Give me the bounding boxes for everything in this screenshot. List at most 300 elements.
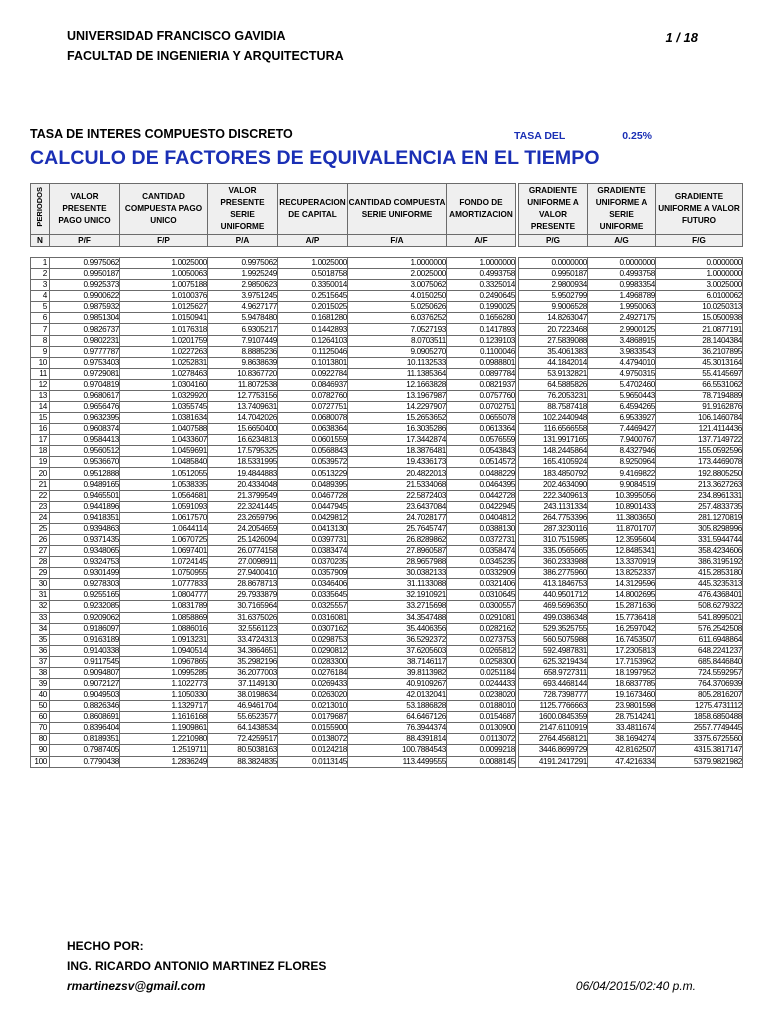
table-cell: 0.0447945 bbox=[278, 501, 348, 512]
table-cell: 1.0100376 bbox=[120, 291, 208, 302]
table-cell: 0.0000000 bbox=[588, 258, 656, 269]
table-cell: 10.0250313 bbox=[656, 302, 743, 313]
table-cell: 27.0098911 bbox=[208, 557, 278, 568]
table-cell: 40.9109267 bbox=[348, 678, 447, 689]
table-cell: 1.0201759 bbox=[120, 335, 208, 346]
table-cell: 12 bbox=[31, 379, 50, 390]
table-cell: 40 bbox=[31, 690, 50, 701]
table-row bbox=[31, 357, 743, 368]
table-row bbox=[31, 479, 743, 490]
table-cell: 611.6948864 bbox=[656, 634, 743, 645]
table-cell: 386.3195192 bbox=[656, 557, 743, 568]
table-cell: 0.0188010 bbox=[447, 701, 516, 712]
table-cell: 0.8396404 bbox=[50, 723, 120, 734]
table-cell: 1.0591093 bbox=[120, 501, 208, 512]
table-cell: 1.0564681 bbox=[120, 490, 208, 501]
table-cell: 15.6650400 bbox=[208, 424, 278, 435]
table-cell: 60 bbox=[31, 712, 50, 723]
table-cell: 1.0670725 bbox=[120, 534, 208, 545]
table-cell: 0.9301499 bbox=[50, 568, 120, 579]
table-cell: 4.9750315 bbox=[588, 368, 656, 379]
table-row bbox=[31, 678, 743, 689]
table-cell: 24 bbox=[31, 512, 50, 523]
table-row bbox=[31, 645, 743, 656]
table-cell: 0.0727751 bbox=[278, 402, 348, 413]
table-cell: 724.5592957 bbox=[656, 667, 743, 678]
table-cell: 173.4469078 bbox=[656, 457, 743, 468]
table-cell: 0.1656280 bbox=[447, 313, 516, 324]
table-row bbox=[31, 667, 743, 678]
table-cell: 0.1100046 bbox=[447, 346, 516, 357]
table-cell: 445.3235313 bbox=[656, 579, 743, 590]
table-cell: 0.0514572 bbox=[447, 457, 516, 468]
table-cell: 1.1050330 bbox=[120, 690, 208, 701]
table-cell: 10.1132533 bbox=[348, 357, 447, 368]
table-cell: 20.4334048 bbox=[208, 479, 278, 490]
table-cell: 0.1264103 bbox=[278, 335, 348, 346]
notation-ap: A/P bbox=[278, 235, 348, 247]
table-cell: 11.8072538 bbox=[208, 379, 278, 390]
table-cell: 15.0500938 bbox=[656, 313, 743, 324]
table-cell: 413.1846753 bbox=[519, 579, 588, 590]
table-cell: 31.1133088 bbox=[348, 579, 447, 590]
table-cell: 19 bbox=[31, 457, 50, 468]
table-cell: 0.0138072 bbox=[278, 734, 348, 745]
table-cell: 508.6279322 bbox=[656, 601, 743, 612]
table-cell: 0.7987405 bbox=[50, 745, 120, 756]
table-cell: 0.9072127 bbox=[50, 678, 120, 689]
table-cell: 137.7149722 bbox=[656, 435, 743, 446]
table-row bbox=[31, 490, 743, 501]
table-cell: 0.0655078 bbox=[447, 413, 516, 424]
table-row bbox=[31, 701, 743, 712]
table-cell: 529.3525755 bbox=[519, 623, 588, 634]
table-cell: 13 bbox=[31, 390, 50, 401]
table-cell: 0.9777787 bbox=[50, 346, 120, 357]
table-cell: 15 bbox=[31, 413, 50, 424]
page-number: 1 / 18 bbox=[665, 30, 698, 45]
table-cell: 0.0346406 bbox=[278, 579, 348, 590]
table-cell: 32 bbox=[31, 601, 50, 612]
table-cell: 0.9608374 bbox=[50, 424, 120, 435]
table-row bbox=[31, 457, 743, 468]
table-cell: 36.2077003 bbox=[208, 667, 278, 678]
table-cell: 38.7146117 bbox=[348, 656, 447, 667]
table-cell: 36 bbox=[31, 645, 50, 656]
table-cell: 11.1385364 bbox=[348, 368, 447, 379]
rate-value: 0.25% bbox=[622, 130, 652, 142]
table-row bbox=[31, 269, 743, 280]
table-cell: 0.9094807 bbox=[50, 667, 120, 678]
table-cell: 12.7753156 bbox=[208, 390, 278, 401]
table-cell: 17.5795325 bbox=[208, 446, 278, 457]
table-cell: 55.6523577 bbox=[208, 712, 278, 723]
table-cell: 1.0125627 bbox=[120, 302, 208, 313]
table-cell: 0.0782760 bbox=[278, 390, 348, 401]
table-cell: 2.9900125 bbox=[588, 324, 656, 335]
table-cell: 15.2871636 bbox=[588, 601, 656, 612]
table-cell: 21.0877191 bbox=[656, 324, 743, 335]
table-cell: 1.0025000 bbox=[278, 258, 348, 269]
table-cell: 1.0000000 bbox=[656, 269, 743, 280]
table-cell: 0.0291081 bbox=[447, 612, 516, 623]
header-fa: CANTIDAD COMPUESTA SERIE UNIFORME bbox=[348, 184, 447, 235]
table-cell: 1.0724145 bbox=[120, 557, 208, 568]
table-cell: 1.1329717 bbox=[120, 701, 208, 712]
table-cell: 106.1460784 bbox=[656, 413, 743, 424]
table-cell: 0.9117545 bbox=[50, 656, 120, 667]
table-cell: 0.8189351 bbox=[50, 734, 120, 745]
table-cell: 1.0995285 bbox=[120, 667, 208, 678]
table-row bbox=[31, 690, 743, 701]
table-cell: 88.7587418 bbox=[519, 402, 588, 413]
table-cell: 80.5038163 bbox=[208, 745, 278, 756]
table-cell: 764.3706939 bbox=[656, 678, 743, 689]
table-cell: 499.0386348 bbox=[519, 612, 588, 623]
table-cell: 1.0858869 bbox=[120, 612, 208, 623]
table-cell: 0.1125046 bbox=[278, 346, 348, 357]
table-cell: 0.0273753 bbox=[447, 634, 516, 645]
table-cell: 592.4987831 bbox=[519, 645, 588, 656]
table-cell: 26 bbox=[31, 534, 50, 545]
table-cell: 4315.3817147 bbox=[656, 745, 743, 756]
table-cell: 30 bbox=[31, 579, 50, 590]
table-cell: 2764.4568121 bbox=[519, 734, 588, 745]
table-cell: 1.0050063 bbox=[120, 269, 208, 280]
table-cell: 305.8298996 bbox=[656, 523, 743, 534]
table-cell: 0.2015025 bbox=[278, 302, 348, 313]
table-cell: 3.4868915 bbox=[588, 335, 656, 346]
table-cell: 0.0601559 bbox=[278, 435, 348, 446]
table-cell: 18 bbox=[31, 446, 50, 457]
table-cell: 44.1842014 bbox=[519, 357, 588, 368]
table-cell: 3.9833543 bbox=[588, 346, 656, 357]
table-cell: 0.0543843 bbox=[447, 446, 516, 457]
table-cell: 0.9324753 bbox=[50, 557, 120, 568]
table-cell: 35.2982196 bbox=[208, 656, 278, 667]
table-cell: 3 bbox=[31, 280, 50, 291]
table-cell: 4.4794010 bbox=[588, 357, 656, 368]
table-cell: 47.4216334 bbox=[588, 756, 656, 767]
table-cell: 1.0538335 bbox=[120, 479, 208, 490]
table-cell: 1.0512055 bbox=[120, 468, 208, 479]
table-cell: 1.0176318 bbox=[120, 324, 208, 335]
table-cell: 42.0132041 bbox=[348, 690, 447, 701]
table-cell: 32.5561123 bbox=[208, 623, 278, 634]
table-cell: 0.0345235 bbox=[447, 557, 516, 568]
table-cell: 28.1404384 bbox=[656, 335, 743, 346]
table-cell: 658.9727311 bbox=[519, 667, 588, 678]
table-row bbox=[31, 435, 743, 446]
table-row bbox=[31, 656, 743, 667]
table-cell: 10.8901433 bbox=[588, 501, 656, 512]
header-fp: CANTIDAD COMPUESTA PAGO UNICO bbox=[120, 184, 208, 235]
table-cell: 0.0000000 bbox=[656, 258, 743, 269]
table-cell: 213.3627263 bbox=[656, 479, 743, 490]
university-name: UNIVERSIDAD FRANCISCO GAVIDIA bbox=[67, 29, 286, 43]
table-cell: 14.2297907 bbox=[348, 402, 447, 413]
table-row bbox=[31, 734, 743, 745]
table-cell: 0.0244433 bbox=[447, 678, 516, 689]
table-cell: 0.0283300 bbox=[278, 656, 348, 667]
table-row bbox=[31, 324, 743, 335]
document-date: 06/04/2015/02:40 p.m. bbox=[575, 979, 696, 993]
table-row bbox=[31, 590, 743, 601]
table-cell: 0.0897784 bbox=[447, 368, 516, 379]
table-cell: 0.9255165 bbox=[50, 590, 120, 601]
table-cell: 5.9478480 bbox=[208, 313, 278, 324]
table-cell: 26.0774158 bbox=[208, 546, 278, 557]
table-cell: 0.0358474 bbox=[447, 546, 516, 557]
header-ap: RECUPERACION DE CAPITAL bbox=[278, 184, 348, 235]
table-cell: 0.0113145 bbox=[278, 756, 348, 767]
table-cell: 16.3035286 bbox=[348, 424, 447, 435]
notation-n: N bbox=[31, 235, 50, 247]
table-cell: 38 bbox=[31, 667, 50, 678]
table-cell: 37 bbox=[31, 656, 50, 667]
table-cell: 0.9656476 bbox=[50, 402, 120, 413]
table-cell: 23 bbox=[31, 501, 50, 512]
table-cell: 257.4833735 bbox=[656, 501, 743, 512]
table-cell: 1.0913231 bbox=[120, 634, 208, 645]
table-cell: 27.5839088 bbox=[519, 335, 588, 346]
table-cell: 12.8485341 bbox=[588, 546, 656, 557]
table-cell: 0.0489395 bbox=[278, 479, 348, 490]
table-cell: 0.0370235 bbox=[278, 557, 348, 568]
table-cell: 1.0025000 bbox=[120, 258, 208, 269]
table-cell: 45.3013164 bbox=[656, 357, 743, 368]
table-cell: 1275.4731112 bbox=[656, 701, 743, 712]
table-cell: 3446.8699729 bbox=[519, 745, 588, 756]
table-row bbox=[31, 512, 743, 523]
table-cell: 0.0702751 bbox=[447, 402, 516, 413]
table-row bbox=[31, 501, 743, 512]
table-cell: 19.1673460 bbox=[588, 690, 656, 701]
header-af: FONDO DE AMORTIZACION bbox=[447, 184, 516, 235]
table-cell: 28.8678713 bbox=[208, 579, 278, 590]
table-cell: 335.0565665 bbox=[519, 546, 588, 557]
table-cell: 0.1239103 bbox=[447, 335, 516, 346]
table-cell: 30.7165964 bbox=[208, 601, 278, 612]
table-row bbox=[31, 313, 743, 324]
table-cell: 0.9278303 bbox=[50, 579, 120, 590]
notation-pa: P/A bbox=[208, 235, 278, 247]
table-cell: 1.0697401 bbox=[120, 546, 208, 557]
table-cell: 1.4968789 bbox=[588, 291, 656, 302]
table-cell: 0.0513229 bbox=[278, 468, 348, 479]
table-cell: 0.0680078 bbox=[278, 413, 348, 424]
table-cell: 0.0316081 bbox=[278, 612, 348, 623]
table-cell: 541.8995021 bbox=[656, 612, 743, 623]
table-cell: 5.4702460 bbox=[588, 379, 656, 390]
table-cell: 0.0388130 bbox=[447, 523, 516, 534]
table-cell: 0.1681280 bbox=[278, 313, 348, 324]
table-cell: 243.1131334 bbox=[519, 501, 588, 512]
table-cell: 39.8113982 bbox=[348, 667, 447, 678]
table-cell: 155.0592596 bbox=[656, 446, 743, 457]
made-by-label: HECHO POR: bbox=[67, 939, 144, 953]
header-periodos: PERIODOS bbox=[31, 184, 50, 235]
table-cell: 76.3944374 bbox=[348, 723, 447, 734]
notation-pf: P/F bbox=[50, 235, 120, 247]
table-cell: 0.0113072 bbox=[447, 734, 516, 745]
table-cell: 0.9983354 bbox=[588, 280, 656, 291]
table-row bbox=[31, 612, 743, 623]
table-cell: 0.0276184 bbox=[278, 667, 348, 678]
table-cell: 8.0703511 bbox=[348, 335, 447, 346]
table-cell: 53.9132821 bbox=[519, 368, 588, 379]
table-row bbox=[31, 745, 743, 756]
table-cell: 22.5872403 bbox=[348, 490, 447, 501]
table-cell: 0.0383474 bbox=[278, 546, 348, 557]
notation-fg: F/G bbox=[656, 235, 743, 247]
table-cell: 0.9163189 bbox=[50, 634, 120, 645]
table-cell: 0.9232085 bbox=[50, 601, 120, 612]
table-cell: 728.7398777 bbox=[519, 690, 588, 701]
table-cell: 1.1616168 bbox=[120, 712, 208, 723]
table-cell: 10.3995056 bbox=[588, 490, 656, 501]
table-cell: 0.0300557 bbox=[447, 601, 516, 612]
table-row bbox=[31, 346, 743, 357]
table-cell: 131.9917165 bbox=[519, 435, 588, 446]
table-cell: 53.1886828 bbox=[348, 701, 447, 712]
table-cell: 1.1909861 bbox=[120, 723, 208, 734]
table-cell: 5.9650443 bbox=[588, 390, 656, 401]
table-cell: 476.4368401 bbox=[656, 590, 743, 601]
table-cell: 18.5331995 bbox=[208, 457, 278, 468]
table-cell: 29.7933879 bbox=[208, 590, 278, 601]
table-cell: 360.2333988 bbox=[519, 557, 588, 568]
table-cell: 1.0000000 bbox=[348, 258, 447, 269]
table-cell: 0.9729081 bbox=[50, 368, 120, 379]
table-cell: 20.4822013 bbox=[348, 468, 447, 479]
table-cell: 0.5018758 bbox=[278, 269, 348, 280]
table-cell: 0.9950187 bbox=[519, 269, 588, 280]
table-cell: 3375.6725560 bbox=[656, 734, 743, 745]
table-cell: 1.0485840 bbox=[120, 457, 208, 468]
table-cell: 33.4724313 bbox=[208, 634, 278, 645]
table-row bbox=[31, 413, 743, 424]
table-cell: 2.4927175 bbox=[588, 313, 656, 324]
table-cell: 116.6566558 bbox=[519, 424, 588, 435]
table-cell: 13.1967987 bbox=[348, 390, 447, 401]
table-cell: 0.0265812 bbox=[447, 645, 516, 656]
table-cell: 24.7028177 bbox=[348, 512, 447, 523]
table-cell: 0.7790438 bbox=[50, 756, 120, 767]
table-row bbox=[31, 280, 743, 291]
notation-fa: F/A bbox=[348, 235, 447, 247]
document-subtitle: TASA DE INTERES COMPUESTO DISCRETO bbox=[30, 127, 293, 141]
table-cell: 0.0404812 bbox=[447, 512, 516, 523]
table-cell: 29 bbox=[31, 568, 50, 579]
table-cell: 358.4234606 bbox=[656, 546, 743, 557]
table-cell: 1.0750955 bbox=[120, 568, 208, 579]
table-cell: 0.9209062 bbox=[50, 612, 120, 623]
table-cell: 1.9925249 bbox=[208, 269, 278, 280]
table-cell: 34.3864651 bbox=[208, 645, 278, 656]
table-cell: 2.9800934 bbox=[519, 280, 588, 291]
table-cell: 0.0155900 bbox=[278, 723, 348, 734]
table-cell: 0.0321406 bbox=[447, 579, 516, 590]
table-row bbox=[31, 557, 743, 568]
table-cell: 0.0442728 bbox=[447, 490, 516, 501]
table-cell: 0.9394863 bbox=[50, 523, 120, 534]
table-cell: 27.9400410 bbox=[208, 568, 278, 579]
table-row bbox=[31, 335, 743, 346]
table-cell: 2557.7749445 bbox=[656, 723, 743, 734]
table-cell: 1.0075188 bbox=[120, 280, 208, 291]
table-cell: 0.0088145 bbox=[447, 756, 516, 767]
table-cell: 0.0422945 bbox=[447, 501, 516, 512]
table-cell: 35.4406356 bbox=[348, 623, 447, 634]
table-row bbox=[31, 712, 743, 723]
table-cell: 18.1997952 bbox=[588, 667, 656, 678]
table-cell: 34 bbox=[31, 623, 50, 634]
table-cell: 1.0278463 bbox=[120, 368, 208, 379]
table-cell: 1.0940514 bbox=[120, 645, 208, 656]
table-cell: 80 bbox=[31, 734, 50, 745]
page-title: CALCULO DE FACTORES DE EQUIVALENCIA EN EL TIEMPO bbox=[30, 147, 600, 169]
table-cell: 10.8367720 bbox=[208, 368, 278, 379]
notation-fp: F/P bbox=[120, 235, 208, 247]
table-cell: 0.0258300 bbox=[447, 656, 516, 667]
table-cell: 55.4145697 bbox=[656, 368, 743, 379]
table-cell: 1600.0845359 bbox=[519, 712, 588, 723]
table-cell: 78.7194889 bbox=[656, 390, 743, 401]
table-cell: 1.0777833 bbox=[120, 579, 208, 590]
table-cell: 8.9250964 bbox=[588, 457, 656, 468]
table-cell: 7.9400767 bbox=[588, 435, 656, 446]
table-cell: 0.0154687 bbox=[447, 712, 516, 723]
table-cell: 0.0846937 bbox=[278, 379, 348, 390]
table-cell: 0.9704819 bbox=[50, 379, 120, 390]
table-cell: 8 bbox=[31, 335, 50, 346]
table-cell: 4191.2417291 bbox=[519, 756, 588, 767]
table-cell: 5.0250626 bbox=[348, 302, 447, 313]
table-cell: 21.5334068 bbox=[348, 479, 447, 490]
table-cell: 1.0804777 bbox=[120, 590, 208, 601]
table-cell: 0.0213010 bbox=[278, 701, 348, 712]
table-cell: 0.9418351 bbox=[50, 512, 120, 523]
table-cell: 0.0464395 bbox=[447, 479, 516, 490]
table-cell: 625.3219434 bbox=[519, 656, 588, 667]
table-cell: 0.0179687 bbox=[278, 712, 348, 723]
table-cell: 1.0150941 bbox=[120, 313, 208, 324]
table-cell: 64.1438534 bbox=[208, 723, 278, 734]
table-cell: 287.3230116 bbox=[519, 523, 588, 534]
table-cell: 0.0357909 bbox=[278, 568, 348, 579]
table-cell: 13.7409631 bbox=[208, 402, 278, 413]
factor-table bbox=[30, 257, 743, 768]
table-cell: 0.0307162 bbox=[278, 623, 348, 634]
table-row bbox=[31, 546, 743, 557]
table-row bbox=[31, 368, 743, 379]
table-cell: 16.6234813 bbox=[208, 435, 278, 446]
table-cell: 1.0355745 bbox=[120, 402, 208, 413]
table-cell: 19.4844883 bbox=[208, 468, 278, 479]
table-cell: 0.1013801 bbox=[278, 357, 348, 368]
table-cell: 0.0298753 bbox=[278, 634, 348, 645]
table-cell: 0.9489165 bbox=[50, 479, 120, 490]
table-cell: 37.6205603 bbox=[348, 645, 447, 656]
table-cell: 9.9084519 bbox=[588, 479, 656, 490]
factor-table-header bbox=[30, 183, 743, 247]
table-cell: 9.0905270 bbox=[348, 346, 447, 357]
notation-ag: A/G bbox=[588, 235, 656, 247]
table-cell: 264.7753396 bbox=[519, 512, 588, 523]
table-cell: 22.3241445 bbox=[208, 501, 278, 512]
table-cell: 6.0376252 bbox=[348, 313, 447, 324]
